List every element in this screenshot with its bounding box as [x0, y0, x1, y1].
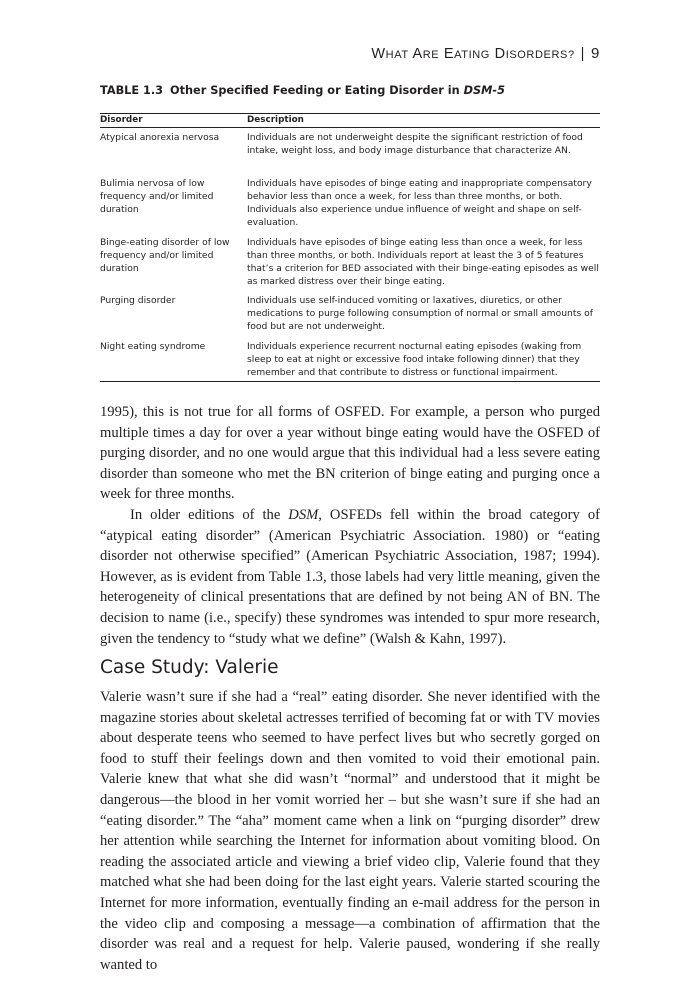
disorder-description: Individuals have episodes of binge eating less than once a week, for less than three months, or both. Individuals report at least the 3 of 5 features that’s a criterion for BED associated with their binge-eating episodes as well as marked distress over their binge eating.: [247, 237, 599, 287]
column-header-description: Description: [247, 115, 304, 125]
table-title: Other Specified Feeding or Eating Disorder in: [169, 84, 460, 97]
page-number: 9: [591, 45, 600, 62]
table-title-emphasis: DSM-5: [463, 84, 505, 97]
disorder-description: Individuals are not underweight despite the significant restriction of food intake, weight loss, and body image disturbance that characterize AN.: [247, 132, 583, 156]
running-head-separator: |: [580, 46, 586, 62]
table-caption: [100, 84, 505, 97]
table-label: TABLE 1.3: [100, 84, 164, 97]
running-head: [371, 45, 600, 62]
disorder-description: Individuals have episodes of binge eating and inappropriate compensatory behavior less than once a week, for less than three months, or both. Individuals also experience undue influence of weight and shape on self-evaluation.: [247, 178, 592, 228]
table-bottom-rule: [100, 381, 600, 382]
body-paragraph: In older editions of the DSM, OSFEDs fell within the broad category of “atypical eating disorder” (American Psychiatric Association. 1980) or “eating disorder not otherwise specified” (American Psychiatric Association, 1987; 1994). However, as is evident from Table 1.3, those labels had very little meaning, given the heterogeneity of clinical presentations that are defined by not being AN of BN. The decision to name (i.e., specify) these syndromes was intended to spur more research, given the tendency to “study what we define” (Walsh & Kahn, 1997).: [100, 507, 600, 647]
disorder-description: Individuals use self-induced vomiting or laxatives, diuretics, or other medications to purge following consumption of normal or small amounts of food but are not underweight.: [247, 295, 594, 332]
disorder-name: Binge-eating disorder of low frequency and/or limited duration: [100, 237, 230, 274]
table-top-rule: [100, 113, 600, 114]
column-header-disorder: Disorder: [100, 115, 143, 125]
disorder-name: Purging disorder: [100, 295, 176, 306]
disorder-name: Bulimia nervosa of low frequency and/or limited duration: [100, 178, 214, 215]
disorder-name: Atypical anorexia nervosa: [100, 132, 220, 143]
section-heading: Case Study: Valerie: [100, 657, 279, 678]
disorder-name: Night eating syndrome: [100, 341, 206, 352]
table-header-rule: [100, 127, 600, 128]
body-paragraph: Valerie wasn’t sure if she had a “real” eating disorder. She never identified with the magazine stories about skeletal actresses terrified of becoming fat or with TV movies about desperate teens who seemed to have perfect lives but who secretly gorged on food to stuff their feelings down and then vomited to void their emotional pain. Valerie knew that what she did wasn’t “normal” and understood that it might be dangerous—the blood in her vomit worried her – but she wasn’t sure if she had an “eating disorder.” The “aha” moment came when a link on “purging disorder” drew her attention while searching the Internet for information about vomiting blood. On reading the associated article and viewing a brief video clip, Valerie found that they matched what she had been doing for the last eight years. Valerie started scouring the Internet for more information, eventually finding an e-mail address for the person in the video clip and composing a message—a combination of affirmation that the disorder was real and a request for help. Valerie paused, wondering if she really wanted to: [100, 689, 600, 973]
disorder-description: Individuals experience recurrent nocturnal eating episodes (waking from sleep to eat at night or excessive food intake following dinner) that they remember and that contribute to distress or functional impairment.: [247, 341, 582, 378]
running-head-title: WHAT ARE EATING DISORDERS?: [371, 46, 575, 62]
body-paragraph: 1995), this is not true for all forms of OSFED. For example, a person who purged multiple times a day for over a year without binge eating would have the OSFED of purging disorder, and no one would argue that this individual had a less severe eating disorder than someone who met the BN criterion of binge eating and purging once a week for three months.: [100, 404, 600, 503]
